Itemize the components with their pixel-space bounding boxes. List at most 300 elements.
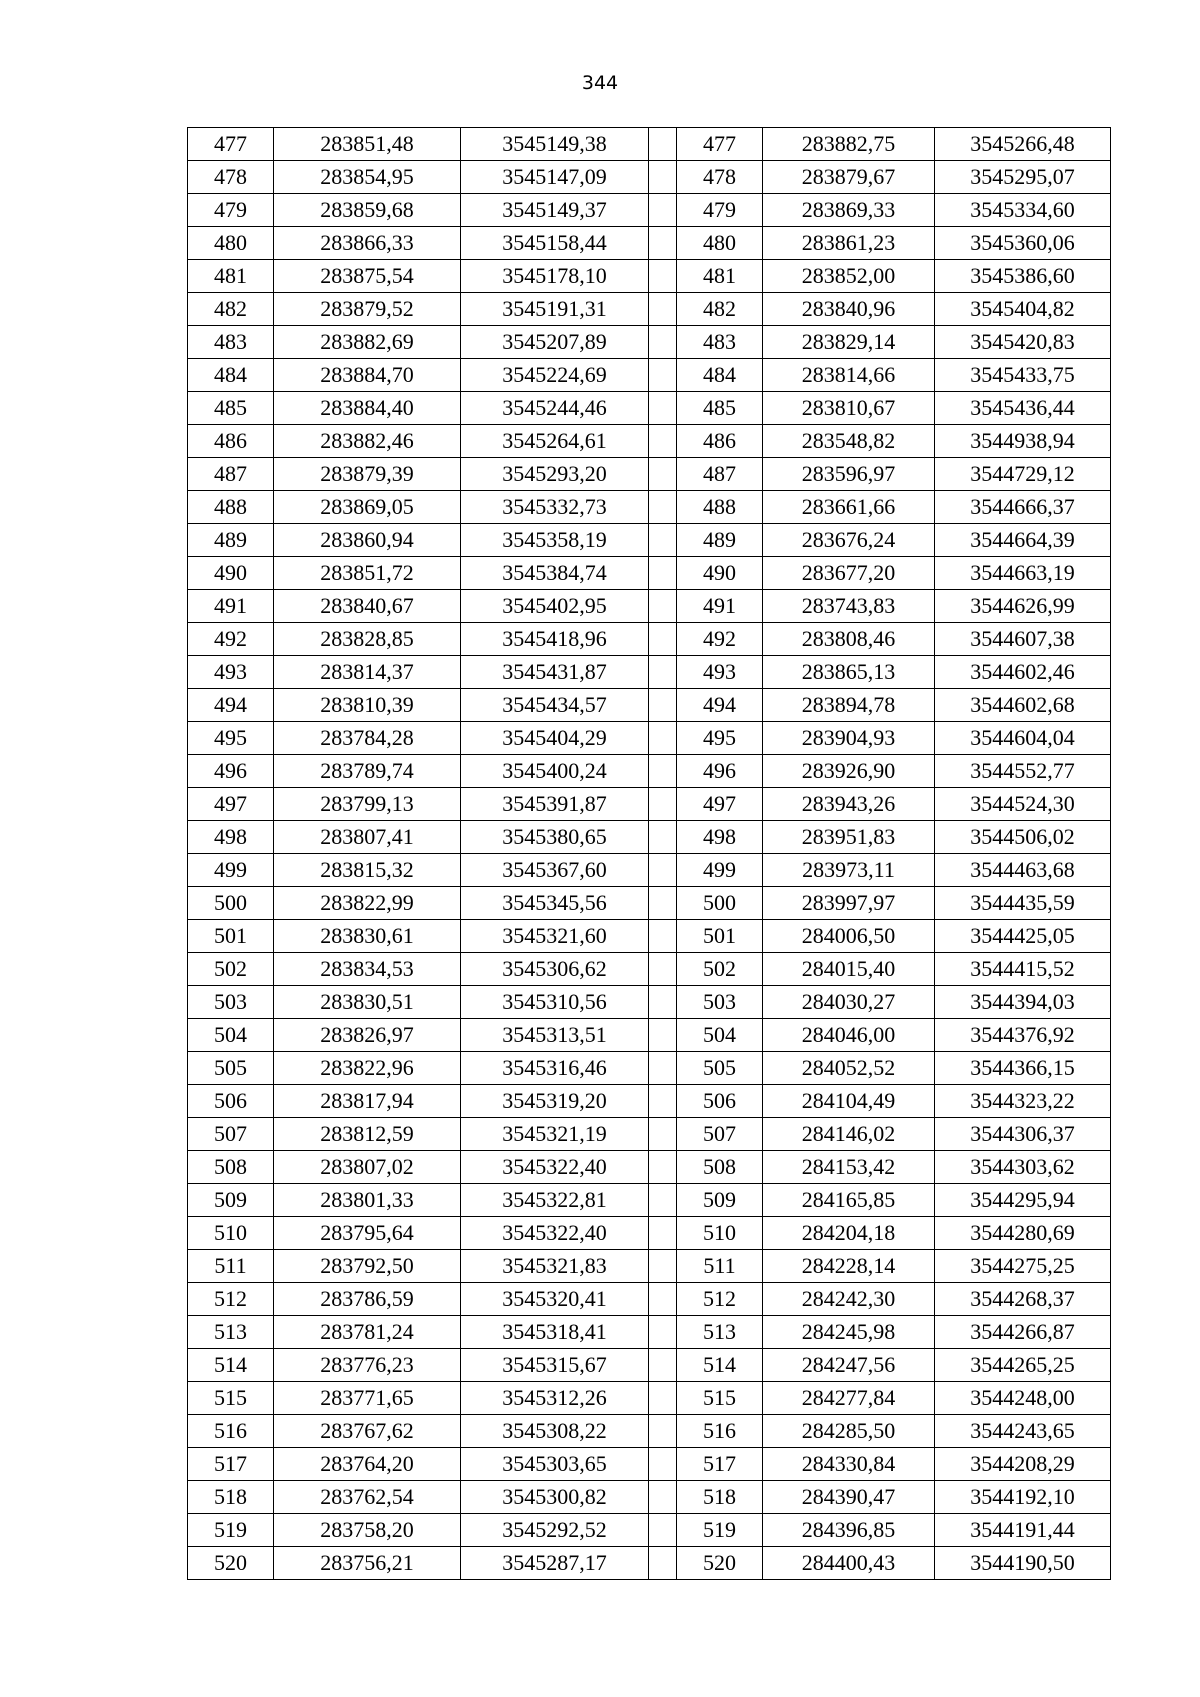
y-coordinate-right-cell: 3544192,10 [935, 1481, 1111, 1514]
x-coordinate-left-cell: 283854,95 [274, 161, 461, 194]
y-coordinate-left-cell: 3545322,81 [461, 1184, 649, 1217]
point-number-right-cell: 485 [677, 392, 763, 425]
y-coordinate-left-cell: 3545303,65 [461, 1448, 649, 1481]
point-number-left-cell: 511 [188, 1250, 274, 1283]
y-coordinate-right-cell: 3544463,68 [935, 854, 1111, 887]
column-separator-cell [649, 557, 677, 590]
table-row [188, 788, 1111, 821]
y-coordinate-right-cell: 3544394,03 [935, 986, 1111, 1019]
x-coordinate-right-cell: 283596,97 [763, 458, 935, 491]
point-number-left-cell: 484 [188, 359, 274, 392]
x-coordinate-right-cell: 283861,23 [763, 227, 935, 260]
column-separator-cell [649, 359, 677, 392]
y-coordinate-right-cell: 3544607,38 [935, 623, 1111, 656]
point-number-right-cell: 489 [677, 524, 763, 557]
point-number-left-cell: 519 [188, 1514, 274, 1547]
x-coordinate-right-cell: 284030,27 [763, 986, 935, 1019]
point-number-left-cell: 501 [188, 920, 274, 953]
table-row [188, 920, 1111, 953]
x-coordinate-right-cell: 284390,47 [763, 1481, 935, 1514]
table-row [188, 128, 1111, 161]
table-row [188, 458, 1111, 491]
x-coordinate-left-cell: 283764,20 [274, 1448, 461, 1481]
y-coordinate-left-cell: 3545315,67 [461, 1349, 649, 1382]
x-coordinate-right-cell: 283814,66 [763, 359, 935, 392]
y-coordinate-left-cell: 3545264,61 [461, 425, 649, 458]
x-coordinate-left-cell: 283830,61 [274, 920, 461, 953]
table-row [188, 1217, 1111, 1250]
y-coordinate-right-cell: 3545386,60 [935, 260, 1111, 293]
table-row [188, 755, 1111, 788]
column-separator-cell [649, 1481, 677, 1514]
y-coordinate-left-cell: 3545431,87 [461, 656, 649, 689]
x-coordinate-left-cell: 283767,62 [274, 1415, 461, 1448]
coordinates-table [187, 127, 1111, 1580]
column-separator-cell [649, 821, 677, 854]
x-coordinate-left-cell: 283807,41 [274, 821, 461, 854]
x-coordinate-left-cell: 283792,50 [274, 1250, 461, 1283]
y-coordinate-right-cell: 3545334,60 [935, 194, 1111, 227]
column-separator-cell [649, 1283, 677, 1316]
column-separator-cell [649, 128, 677, 161]
y-coordinate-left-cell: 3545293,20 [461, 458, 649, 491]
point-number-left-cell: 509 [188, 1184, 274, 1217]
x-coordinate-left-cell: 283789,74 [274, 755, 461, 788]
y-coordinate-left-cell: 3545306,62 [461, 953, 649, 986]
y-coordinate-right-cell: 3544552,77 [935, 755, 1111, 788]
column-separator-cell [649, 887, 677, 920]
point-number-right-cell: 506 [677, 1085, 763, 1118]
x-coordinate-right-cell: 283973,11 [763, 854, 935, 887]
point-number-left-cell: 489 [188, 524, 274, 557]
y-coordinate-right-cell: 3544295,94 [935, 1184, 1111, 1217]
y-coordinate-right-cell: 3544415,52 [935, 953, 1111, 986]
y-coordinate-left-cell: 3545391,87 [461, 788, 649, 821]
point-number-left-cell: 512 [188, 1283, 274, 1316]
y-coordinate-left-cell: 3545178,10 [461, 260, 649, 293]
table-row [188, 1382, 1111, 1415]
x-coordinate-right-cell: 284228,14 [763, 1250, 935, 1283]
table-row [188, 656, 1111, 689]
x-coordinate-left-cell: 283851,72 [274, 557, 461, 590]
point-number-left-cell: 520 [188, 1547, 274, 1580]
x-coordinate-left-cell: 283866,33 [274, 227, 461, 260]
point-number-left-cell: 498 [188, 821, 274, 854]
y-coordinate-right-cell: 3545266,48 [935, 128, 1111, 161]
point-number-right-cell: 503 [677, 986, 763, 1019]
x-coordinate-right-cell: 283904,93 [763, 722, 935, 755]
column-separator-cell [649, 689, 677, 722]
y-coordinate-right-cell: 3544243,65 [935, 1415, 1111, 1448]
point-number-right-cell: 482 [677, 293, 763, 326]
x-coordinate-right-cell: 283882,75 [763, 128, 935, 161]
column-separator-cell [649, 755, 677, 788]
x-coordinate-left-cell: 283784,28 [274, 722, 461, 755]
point-number-left-cell: 517 [188, 1448, 274, 1481]
column-separator-cell [649, 161, 677, 194]
point-number-right-cell: 484 [677, 359, 763, 392]
x-coordinate-right-cell: 284242,30 [763, 1283, 935, 1316]
y-coordinate-right-cell: 3544265,25 [935, 1349, 1111, 1382]
x-coordinate-right-cell: 284277,84 [763, 1382, 935, 1415]
table-row [188, 524, 1111, 557]
y-coordinate-left-cell: 3545224,69 [461, 359, 649, 392]
point-number-left-cell: 477 [188, 128, 274, 161]
y-coordinate-right-cell: 3544303,62 [935, 1151, 1111, 1184]
point-number-left-cell: 507 [188, 1118, 274, 1151]
point-number-left-cell: 505 [188, 1052, 274, 1085]
y-coordinate-left-cell: 3545292,52 [461, 1514, 649, 1547]
table-row [188, 1052, 1111, 1085]
point-number-right-cell: 487 [677, 458, 763, 491]
x-coordinate-right-cell: 283676,24 [763, 524, 935, 557]
table-row [188, 491, 1111, 524]
point-number-right-cell: 514 [677, 1349, 763, 1382]
x-coordinate-left-cell: 283756,21 [274, 1547, 461, 1580]
x-coordinate-right-cell: 283829,14 [763, 326, 935, 359]
point-number-right-cell: 518 [677, 1481, 763, 1514]
x-coordinate-left-cell: 283879,52 [274, 293, 461, 326]
x-coordinate-left-cell: 283879,39 [274, 458, 461, 491]
y-coordinate-left-cell: 3545367,60 [461, 854, 649, 887]
column-separator-cell [649, 1316, 677, 1349]
y-coordinate-left-cell: 3545313,51 [461, 1019, 649, 1052]
point-number-left-cell: 494 [188, 689, 274, 722]
y-coordinate-right-cell: 3544663,19 [935, 557, 1111, 590]
x-coordinate-right-cell: 283951,83 [763, 821, 935, 854]
x-coordinate-right-cell: 284396,85 [763, 1514, 935, 1547]
y-coordinate-left-cell: 3545321,83 [461, 1250, 649, 1283]
column-separator-cell [649, 1349, 677, 1382]
point-number-left-cell: 488 [188, 491, 274, 524]
table-row [188, 392, 1111, 425]
y-coordinate-right-cell: 3544323,22 [935, 1085, 1111, 1118]
x-coordinate-left-cell: 283762,54 [274, 1481, 461, 1514]
x-coordinate-right-cell: 284153,42 [763, 1151, 935, 1184]
point-number-left-cell: 508 [188, 1151, 274, 1184]
x-coordinate-right-cell: 283879,67 [763, 161, 935, 194]
column-separator-cell [649, 491, 677, 524]
point-number-left-cell: 518 [188, 1481, 274, 1514]
column-separator-cell [649, 1019, 677, 1052]
y-coordinate-left-cell: 3545312,26 [461, 1382, 649, 1415]
point-number-right-cell: 508 [677, 1151, 763, 1184]
table-row [188, 689, 1111, 722]
point-number-right-cell: 510 [677, 1217, 763, 1250]
x-coordinate-right-cell: 284146,02 [763, 1118, 935, 1151]
column-separator-cell [649, 425, 677, 458]
x-coordinate-right-cell: 284104,49 [763, 1085, 935, 1118]
column-separator-cell [649, 1448, 677, 1481]
x-coordinate-right-cell: 284204,18 [763, 1217, 935, 1250]
point-number-left-cell: 502 [188, 953, 274, 986]
table-row [188, 623, 1111, 656]
x-coordinate-left-cell: 283869,05 [274, 491, 461, 524]
point-number-right-cell: 507 [677, 1118, 763, 1151]
column-separator-cell [649, 986, 677, 1019]
y-coordinate-right-cell: 3545404,82 [935, 293, 1111, 326]
table-row [188, 854, 1111, 887]
column-separator-cell [649, 194, 677, 227]
table-row [188, 590, 1111, 623]
y-coordinate-right-cell: 3545295,07 [935, 161, 1111, 194]
point-number-left-cell: 504 [188, 1019, 274, 1052]
y-coordinate-right-cell: 3544506,02 [935, 821, 1111, 854]
table-row [188, 1283, 1111, 1316]
x-coordinate-left-cell: 283851,48 [274, 128, 461, 161]
table-row [188, 1184, 1111, 1217]
x-coordinate-right-cell: 283869,33 [763, 194, 935, 227]
table-row [188, 1151, 1111, 1184]
y-coordinate-right-cell: 3544306,37 [935, 1118, 1111, 1151]
x-coordinate-left-cell: 283840,67 [274, 590, 461, 623]
y-coordinate-right-cell: 3544280,69 [935, 1217, 1111, 1250]
point-number-left-cell: 487 [188, 458, 274, 491]
column-separator-cell [649, 590, 677, 623]
x-coordinate-left-cell: 283830,51 [274, 986, 461, 1019]
point-number-right-cell: 493 [677, 656, 763, 689]
point-number-left-cell: 493 [188, 656, 274, 689]
x-coordinate-left-cell: 283771,65 [274, 1382, 461, 1415]
x-coordinate-right-cell: 283548,82 [763, 425, 935, 458]
point-number-right-cell: 495 [677, 722, 763, 755]
table-row [188, 1316, 1111, 1349]
y-coordinate-right-cell: 3544425,05 [935, 920, 1111, 953]
y-coordinate-right-cell: 3545420,83 [935, 326, 1111, 359]
column-separator-cell [649, 1085, 677, 1118]
table-row [188, 722, 1111, 755]
point-number-right-cell: 515 [677, 1382, 763, 1415]
x-coordinate-right-cell: 284330,84 [763, 1448, 935, 1481]
column-separator-cell [649, 920, 677, 953]
table-row [188, 557, 1111, 590]
x-coordinate-left-cell: 283826,97 [274, 1019, 461, 1052]
point-number-right-cell: 481 [677, 260, 763, 293]
x-coordinate-left-cell: 283814,37 [274, 656, 461, 689]
y-coordinate-left-cell: 3545358,19 [461, 524, 649, 557]
point-number-right-cell: 488 [677, 491, 763, 524]
x-coordinate-left-cell: 283884,70 [274, 359, 461, 392]
y-coordinate-left-cell: 3545207,89 [461, 326, 649, 359]
y-coordinate-left-cell: 3545300,82 [461, 1481, 649, 1514]
y-coordinate-left-cell: 3545402,95 [461, 590, 649, 623]
x-coordinate-right-cell: 283865,13 [763, 656, 935, 689]
point-number-right-cell: 490 [677, 557, 763, 590]
y-coordinate-right-cell: 3544602,68 [935, 689, 1111, 722]
point-number-right-cell: 517 [677, 1448, 763, 1481]
table-row [188, 194, 1111, 227]
table-row [188, 1349, 1111, 1382]
x-coordinate-right-cell: 283926,90 [763, 755, 935, 788]
x-coordinate-left-cell: 283812,59 [274, 1118, 461, 1151]
x-coordinate-right-cell: 284015,40 [763, 953, 935, 986]
x-coordinate-right-cell: 284046,00 [763, 1019, 935, 1052]
x-coordinate-right-cell: 283997,97 [763, 887, 935, 920]
column-separator-cell [649, 1547, 677, 1580]
y-coordinate-right-cell: 3544524,30 [935, 788, 1111, 821]
table-row [188, 227, 1111, 260]
point-number-right-cell: 519 [677, 1514, 763, 1547]
x-coordinate-right-cell: 283943,26 [763, 788, 935, 821]
column-separator-cell [649, 260, 677, 293]
y-coordinate-right-cell: 3545360,06 [935, 227, 1111, 260]
x-coordinate-right-cell: 284285,50 [763, 1415, 935, 1448]
x-coordinate-right-cell: 283810,67 [763, 392, 935, 425]
y-coordinate-left-cell: 3545345,56 [461, 887, 649, 920]
x-coordinate-right-cell: 283840,96 [763, 293, 935, 326]
point-number-left-cell: 478 [188, 161, 274, 194]
y-coordinate-right-cell: 3544191,44 [935, 1514, 1111, 1547]
y-coordinate-right-cell: 3544190,50 [935, 1547, 1111, 1580]
y-coordinate-left-cell: 3545319,20 [461, 1085, 649, 1118]
y-coordinate-left-cell: 3545287,17 [461, 1547, 649, 1580]
table-row [188, 260, 1111, 293]
point-number-left-cell: 491 [188, 590, 274, 623]
x-coordinate-left-cell: 283786,59 [274, 1283, 461, 1316]
y-coordinate-left-cell: 3545380,65 [461, 821, 649, 854]
point-number-right-cell: 496 [677, 755, 763, 788]
point-number-right-cell: 502 [677, 953, 763, 986]
point-number-left-cell: 513 [188, 1316, 274, 1349]
point-number-right-cell: 509 [677, 1184, 763, 1217]
y-coordinate-right-cell: 3544268,37 [935, 1283, 1111, 1316]
y-coordinate-left-cell: 3545400,24 [461, 755, 649, 788]
column-separator-cell [649, 1052, 677, 1085]
x-coordinate-right-cell: 284052,52 [763, 1052, 935, 1085]
point-number-right-cell: 483 [677, 326, 763, 359]
x-coordinate-left-cell: 283801,33 [274, 1184, 461, 1217]
column-separator-cell [649, 722, 677, 755]
x-coordinate-right-cell: 284400,43 [763, 1547, 935, 1580]
point-number-right-cell: 511 [677, 1250, 763, 1283]
y-coordinate-left-cell: 3545322,40 [461, 1217, 649, 1250]
x-coordinate-left-cell: 283795,64 [274, 1217, 461, 1250]
x-coordinate-left-cell: 283810,39 [274, 689, 461, 722]
point-number-left-cell: 481 [188, 260, 274, 293]
point-number-left-cell: 483 [188, 326, 274, 359]
table-row [188, 326, 1111, 359]
y-coordinate-left-cell: 3545332,73 [461, 491, 649, 524]
table-row [188, 359, 1111, 392]
table-row [188, 1481, 1111, 1514]
x-coordinate-left-cell: 283834,53 [274, 953, 461, 986]
x-coordinate-left-cell: 283859,68 [274, 194, 461, 227]
column-separator-cell [649, 854, 677, 887]
x-coordinate-right-cell: 283808,46 [763, 623, 935, 656]
point-number-right-cell: 500 [677, 887, 763, 920]
point-number-left-cell: 480 [188, 227, 274, 260]
column-separator-cell [649, 788, 677, 821]
point-number-right-cell: 497 [677, 788, 763, 821]
y-coordinate-right-cell: 3544208,29 [935, 1448, 1111, 1481]
column-separator-cell [649, 392, 677, 425]
y-coordinate-left-cell: 3545191,31 [461, 293, 649, 326]
point-number-right-cell: 513 [677, 1316, 763, 1349]
column-separator-cell [649, 656, 677, 689]
table-row [188, 161, 1111, 194]
table-row [188, 1415, 1111, 1448]
point-number-right-cell: 520 [677, 1547, 763, 1580]
coordinates-table-body [188, 128, 1111, 1580]
table-row [188, 1250, 1111, 1283]
column-separator-cell [649, 1415, 677, 1448]
point-number-left-cell: 515 [188, 1382, 274, 1415]
y-coordinate-left-cell: 3545147,09 [461, 161, 649, 194]
x-coordinate-right-cell: 284006,50 [763, 920, 935, 953]
table-row [188, 1019, 1111, 1052]
y-coordinate-left-cell: 3545322,40 [461, 1151, 649, 1184]
point-number-right-cell: 486 [677, 425, 763, 458]
column-separator-cell [649, 293, 677, 326]
point-number-left-cell: 479 [188, 194, 274, 227]
y-coordinate-left-cell: 3545310,56 [461, 986, 649, 1019]
x-coordinate-left-cell: 283776,23 [274, 1349, 461, 1382]
point-number-right-cell: 492 [677, 623, 763, 656]
table-row [188, 293, 1111, 326]
y-coordinate-right-cell: 3544366,15 [935, 1052, 1111, 1085]
y-coordinate-left-cell: 3545404,29 [461, 722, 649, 755]
x-coordinate-left-cell: 283799,13 [274, 788, 461, 821]
y-coordinate-left-cell: 3545320,41 [461, 1283, 649, 1316]
y-coordinate-right-cell: 3544729,12 [935, 458, 1111, 491]
table-row [188, 986, 1111, 1019]
x-coordinate-right-cell: 283852,00 [763, 260, 935, 293]
point-number-right-cell: 505 [677, 1052, 763, 1085]
point-number-right-cell: 516 [677, 1415, 763, 1448]
y-coordinate-left-cell: 3545244,46 [461, 392, 649, 425]
table-row [188, 953, 1111, 986]
x-coordinate-left-cell: 283828,85 [274, 623, 461, 656]
column-separator-cell [649, 1217, 677, 1250]
x-coordinate-left-cell: 283817,94 [274, 1085, 461, 1118]
x-coordinate-right-cell: 283743,83 [763, 590, 935, 623]
column-separator-cell [649, 1514, 677, 1547]
point-number-right-cell: 479 [677, 194, 763, 227]
x-coordinate-left-cell: 283822,99 [274, 887, 461, 920]
point-number-left-cell: 485 [188, 392, 274, 425]
column-separator-cell [649, 953, 677, 986]
x-coordinate-right-cell: 284165,85 [763, 1184, 935, 1217]
column-separator-cell [649, 1184, 677, 1217]
page-number: 344 [581, 72, 619, 94]
table-row [188, 1514, 1111, 1547]
y-coordinate-right-cell: 3544435,59 [935, 887, 1111, 920]
y-coordinate-right-cell: 3545433,75 [935, 359, 1111, 392]
y-coordinate-left-cell: 3545418,96 [461, 623, 649, 656]
x-coordinate-left-cell: 283860,94 [274, 524, 461, 557]
point-number-right-cell: 498 [677, 821, 763, 854]
table-row [188, 425, 1111, 458]
y-coordinate-right-cell: 3544666,37 [935, 491, 1111, 524]
x-coordinate-left-cell: 283882,46 [274, 425, 461, 458]
point-number-right-cell: 480 [677, 227, 763, 260]
table-row [188, 1118, 1111, 1151]
point-number-left-cell: 496 [188, 755, 274, 788]
x-coordinate-left-cell: 283807,02 [274, 1151, 461, 1184]
point-number-left-cell: 514 [188, 1349, 274, 1382]
point-number-left-cell: 499 [188, 854, 274, 887]
point-number-right-cell: 504 [677, 1019, 763, 1052]
point-number-right-cell: 499 [677, 854, 763, 887]
x-coordinate-right-cell: 283894,78 [763, 689, 935, 722]
table-row [188, 1547, 1111, 1580]
column-separator-cell [649, 1118, 677, 1151]
column-separator-cell [649, 524, 677, 557]
x-coordinate-right-cell: 283661,66 [763, 491, 935, 524]
x-coordinate-right-cell: 284245,98 [763, 1316, 935, 1349]
x-coordinate-left-cell: 283781,24 [274, 1316, 461, 1349]
column-separator-cell [649, 458, 677, 491]
